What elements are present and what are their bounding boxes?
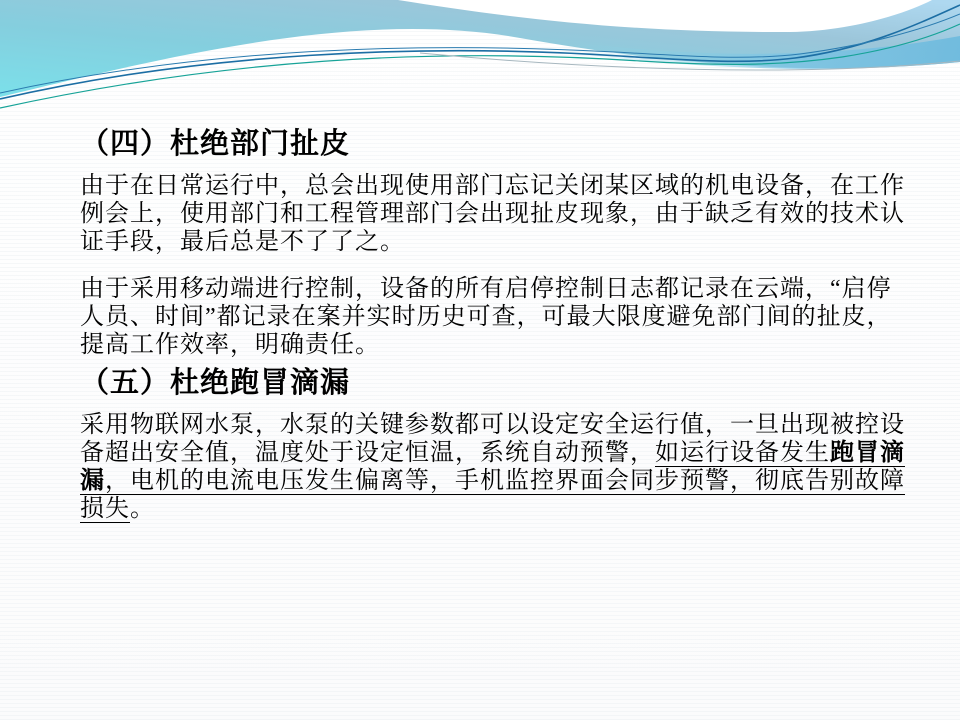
- text-line: [80, 369, 920, 397]
- text-line: [80, 130, 920, 158]
- header-wave-decoration: [0, 0, 960, 130]
- section-5-paragraph-1: [80, 411, 920, 523]
- text-segment: （五）杜绝跑冒滴漏: [80, 367, 351, 399]
- text-segment: 提高工作效率，明确责任。: [80, 332, 380, 358]
- text-segment: 跑冒滴: [830, 440, 905, 466]
- text-segment: 由于采用移动端进行控制，设备的所有启停控制日志都记录在云端，“启停: [80, 276, 892, 302]
- text-line: [80, 467, 920, 495]
- section-4-paragraph-2: [80, 275, 920, 359]
- text-segment: 如运行设备发生: [655, 440, 830, 466]
- text-segment: （四）杜绝部门扯皮: [80, 128, 351, 160]
- text-segment: 例会上，使用部门和工程管理部门会出现扯皮现象，由于缺乏有效的技术认: [80, 201, 905, 227]
- text-line: [80, 275, 920, 303]
- text-line: [80, 172, 920, 200]
- section-4-heading: [80, 130, 920, 158]
- text-segment: 人员、时间”都记录在案并实时历史可查，可最大限度避免部门间的扯皮，: [80, 304, 892, 330]
- text-line: [80, 331, 920, 359]
- text-segment: 证手段，最后总是不了了之。: [80, 229, 405, 255]
- text-line: [80, 439, 920, 467]
- slide-text: [80, 130, 920, 542]
- text-segment: 由于在日常运行中，总会出现使用部门忘记关闭某区域的机电设备，在工作: [80, 173, 905, 199]
- text-segment: 备超出安全值，温度处于设定恒温，系统自动预警，: [80, 440, 655, 466]
- text-segment: 损失: [80, 496, 130, 522]
- text-line: [80, 411, 920, 439]
- text-line: [80, 200, 920, 228]
- text-segment: 采用物联网水泵，水泵的关键参数都可以设定安全运行值，一旦出现被控设: [80, 412, 905, 438]
- text-segment: ，电机的电流电压发生偏离等，手机监控界面会同步预警，彻底告别故障: [105, 468, 905, 494]
- text-line: [80, 303, 920, 331]
- text-line: [80, 495, 920, 523]
- section-5-heading: [80, 369, 920, 397]
- section-4-paragraph-1: [80, 172, 920, 256]
- text-segment: 漏: [80, 468, 105, 494]
- text-segment: 。: [130, 496, 155, 522]
- text-line: [80, 228, 920, 256]
